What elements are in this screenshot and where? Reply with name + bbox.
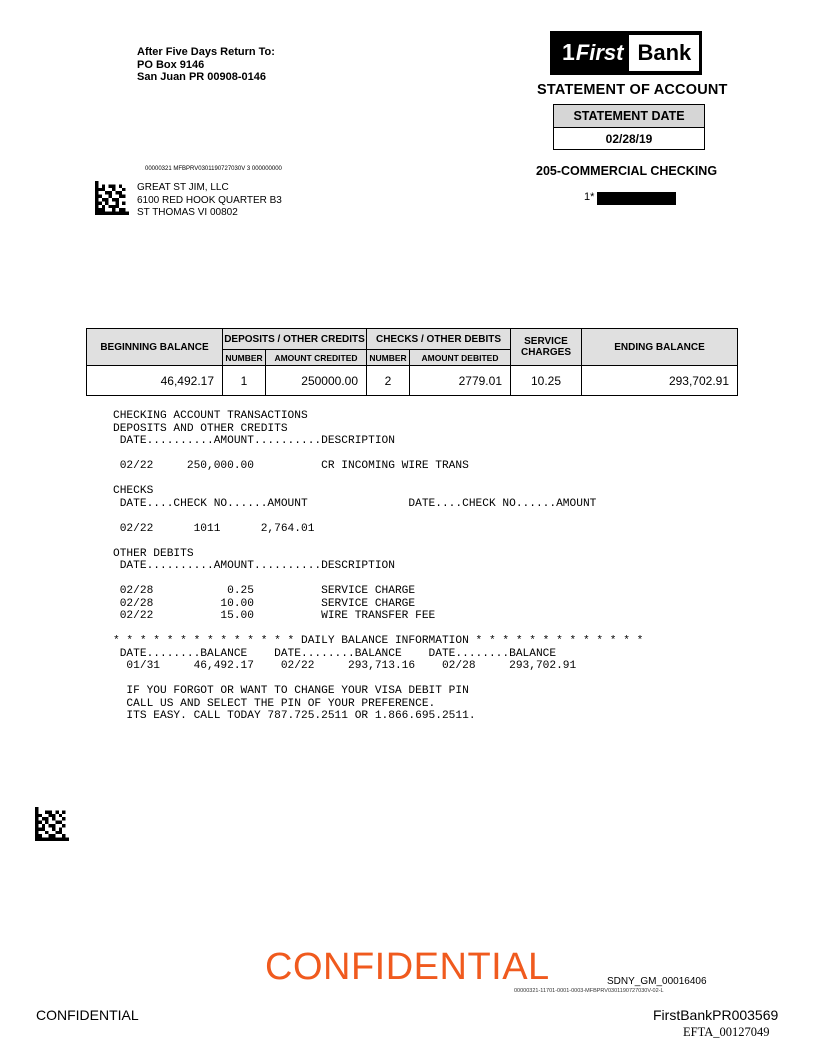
statement-date: 02/28/19 xyxy=(605,132,653,146)
logo-bank: Bank xyxy=(629,35,699,71)
efta-number: EFTA_00127049 xyxy=(683,1025,770,1039)
account-number-prefix: 1* xyxy=(584,191,595,203)
ending-balance: 293,702.91 xyxy=(582,366,738,396)
logo-first: First xyxy=(575,40,624,65)
balance-summary-table xyxy=(86,328,738,396)
mail-barcode-text: 00000321 MFBPRV0301190727030V 3 000000000 xyxy=(145,166,282,172)
qr-code-icon xyxy=(35,807,69,841)
account-type: 205-COMMERCIAL CHECKING xyxy=(536,164,718,178)
check-count: 2 xyxy=(367,366,410,396)
statement-title: STATEMENT OF ACCOUNT xyxy=(537,82,728,98)
header-amount-debited: AMOUNT DEBITED xyxy=(410,350,511,366)
confidential-watermark: CONFIDENTIAL xyxy=(265,946,550,988)
deposit-count: 1 xyxy=(223,366,266,396)
deposit-amount: 250000.00 xyxy=(266,366,367,396)
logo-one: 1 xyxy=(562,39,574,65)
header-amount-credited: AMOUNT CREDITED xyxy=(266,350,367,366)
header-deposits: DEPOSITS / OTHER CREDITS xyxy=(223,329,367,350)
customer-name: GREAT ST JIM, LLC xyxy=(137,182,229,193)
mailing-address xyxy=(137,182,282,220)
confidential-label: CONFIDENTIAL xyxy=(36,1007,139,1023)
statement-date-box xyxy=(553,104,705,150)
service-charges: 10.25 xyxy=(511,366,582,396)
header-checks: CHECKS / OTHER DEBITS xyxy=(367,329,511,350)
return-line-1: After Five Days Return To: xyxy=(137,46,275,58)
firstbank-logo xyxy=(550,31,702,75)
header-beginning-balance: BEGINNING BALANCE xyxy=(87,329,223,366)
header-deposit-number: NUMBER xyxy=(223,350,266,366)
customer-city: ST THOMAS VI 00802 xyxy=(137,207,238,218)
sdny-bates-number: SDNY_GM_00016406 xyxy=(607,976,707,987)
return-line-2: PO Box 9146 xyxy=(137,58,205,71)
header-service-charges: SERVICE CHARGES xyxy=(511,329,582,366)
qr-code-icon xyxy=(95,181,129,215)
document-code: 00000321-11701-0001-0003-MFBPRV0301190727030V-02-L xyxy=(514,988,664,994)
header-check-number: NUMBER xyxy=(367,350,410,366)
transaction-details: CHECKING ACCOUNT TRANSACTIONS DEPOSITS AND OTHER CREDITS DATE..........AMOUNT..........DESCRIPTION 02/22 250,000.00 CR INCOMING WIRE TRANS CHECKS DATE....CHECK NO......AMOUNT DATE....CHECK NO......AMOUNT 02/22 1011 2,764.01 OTHER DEBITS DATE..........AMOUNT..........DESCRIPTION 02/28 0.25 SERVICE CHARGE 02/28 10.00 SERVICE CHARGE 02/22 15.00 WIRE TRANSFER FEE * * * * * * * * * * * * * * DAILY BALANCE INFORMATION * * * * * * * * * * * * * DATE........BALANCE DATE........BALANCE DATE........BALANCE 01/31 46,492.17 02/22 293,713.16 02/28 293,702.91 IF YOU FORGOT OR WANT TO CHANGE YOUR VISA DEBIT PIN CALL US AND SELECT THE PIN OF YOUR PREFERENCE. ITS EASY. CALL TODAY 787.725.2511 OR 1.866.695.2511. xyxy=(113,410,644,722)
customer-street: 6100 RED HOOK QUARTER B3 xyxy=(137,194,282,206)
header-ending-balance: ENDING BALANCE xyxy=(582,329,738,366)
return-address xyxy=(137,46,275,84)
beginning-balance: 46,492.17 xyxy=(87,366,223,396)
check-amount: 2779.01 xyxy=(410,366,511,396)
statement-date-label: STATEMENT DATE xyxy=(554,105,704,128)
firstbank-bates-number: FirstBankPR003569 xyxy=(653,1007,779,1023)
return-line-3: San Juan PR 00908-0146 xyxy=(137,71,267,83)
redaction-bar xyxy=(597,192,676,205)
